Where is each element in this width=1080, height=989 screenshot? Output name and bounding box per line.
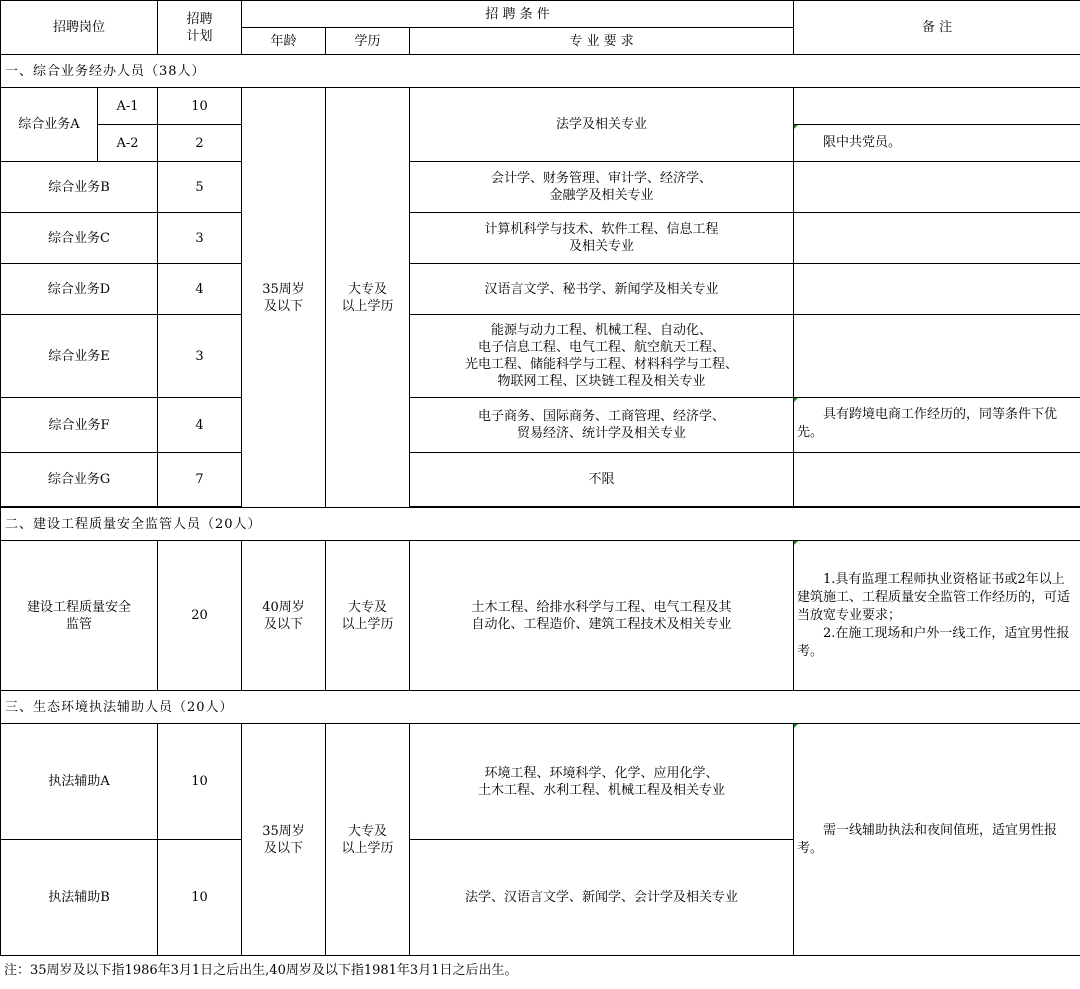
education-line: 大专及 — [348, 599, 388, 615]
remark — [794, 162, 1080, 213]
position-name: 综合业务G — [1, 453, 158, 507]
section-title: 三、生态环境执法辅助人员（20人） — [1, 691, 1080, 724]
education-line: 以上学历 — [341, 616, 394, 632]
plan-count: 10 — [158, 840, 242, 956]
remark — [794, 213, 1080, 264]
remark — [794, 264, 1080, 315]
header-position: 招聘岗位 — [1, 1, 158, 55]
major-line: 自动化、工程造价、建筑工程技术及相关专业 — [471, 616, 732, 632]
header-plan — [158, 1, 242, 55]
major-requirement: 汉语言文学、秘书学、新闻学及相关专业 — [410, 264, 794, 315]
education-line: 以上学历 — [341, 298, 394, 314]
header-plan-line2: 计划 — [186, 28, 213, 44]
plan-count: 5 — [158, 162, 242, 213]
remark — [794, 315, 1080, 398]
section-title: 一、综合业务经办人员（38人） — [1, 55, 1080, 88]
major-line: 物联网工程、区块链工程及相关专业 — [497, 374, 706, 389]
age-line: 35周岁 — [262, 823, 305, 839]
major-line: 环境工程、环境科学、化学、应用化学、 — [484, 765, 719, 781]
header-age: 年龄 — [242, 28, 326, 55]
header-remarks: 备 注 — [794, 1, 1080, 55]
header-plan-line1: 招聘 — [186, 11, 213, 27]
footnote: 注：35周岁及以下指1986年3月1日之后出生,40周岁及以下指1981年3月1日之后出生。 — [4, 963, 518, 978]
position-name: 综合业务D — [1, 264, 158, 315]
major-requirement — [410, 398, 794, 453]
position-name: 综合业务C — [1, 213, 158, 264]
remark: 限中共党员。 — [794, 125, 1080, 162]
remark-line: 2.在施工现场和户外一线工作，适宜男性报考。 — [797, 625, 1070, 659]
age-line: 及以下 — [264, 616, 304, 632]
education-line: 大专及 — [348, 281, 388, 297]
age-line: 及以下 — [264, 840, 304, 856]
position-name: 执法辅助B — [1, 840, 158, 956]
major-line: 会计学、财务管理、审计学、经济学、 — [491, 171, 713, 186]
age-requirement — [242, 724, 326, 956]
education-requirement — [326, 724, 410, 956]
plan-count: 2 — [158, 125, 242, 162]
plan-count: 4 — [158, 264, 242, 315]
major-line: 电子商务、国际商务、工商管理、经济学、 — [478, 409, 726, 424]
major-line: 光电工程、储能科学与工程、材料科学与工程、 — [465, 357, 739, 372]
section-title: 二、建设工程质量安全监管人员（20人） — [1, 508, 1080, 541]
remark — [794, 453, 1080, 507]
major-line: 金融学及相关专业 — [549, 188, 654, 203]
remark — [794, 541, 1080, 691]
remark: 具有跨境电商工作经历的，同等条件下优先。 — [794, 398, 1080, 453]
education-requirement — [326, 88, 410, 508]
plan-count: 3 — [158, 213, 242, 264]
major-requirement: 法学及相关专业 — [410, 88, 794, 162]
major-requirement — [410, 541, 794, 691]
plan-count: 3 — [158, 315, 242, 398]
remark — [794, 88, 1080, 125]
position-name: 综合业务F — [1, 398, 158, 453]
position-line: 建设工程质量安全 — [27, 599, 132, 615]
major-requirement — [410, 162, 794, 213]
position-sub: A-2 — [98, 125, 158, 162]
age-line: 40周岁 — [262, 599, 305, 615]
header-education: 学历 — [326, 28, 410, 55]
remark-line: 1.具有监理工程师执业资格证书或2年以上建筑施工、工程质量安全监管工作经历的，可适当放宽专业要求； — [797, 571, 1071, 623]
plan-count: 10 — [158, 724, 242, 840]
plan-count: 10 — [158, 88, 242, 125]
major-line: 土木工程、水利工程、机械工程及相关专业 — [478, 782, 726, 798]
position-name — [1, 541, 158, 691]
education-line: 以上学历 — [341, 840, 394, 856]
major-line: 计算机科学与技术、软件工程、信息工程 — [484, 222, 719, 237]
major-line: 能源与动力工程、机械工程、自动化、 — [491, 323, 713, 338]
header-major: 专 业 要 求 — [410, 28, 794, 55]
position-line: 监管 — [66, 616, 93, 632]
major-requirement: 法学、汉语言文学、新闻学、会计学及相关专业 — [410, 840, 794, 956]
position-sub: A-1 — [98, 88, 158, 125]
remark: 需一线辅助执法和夜间值班，适宜男性报考。 — [794, 724, 1080, 956]
position-name: 执法辅助A — [1, 724, 158, 840]
plan-count: 7 — [158, 453, 242, 507]
age-requirement — [242, 541, 326, 691]
major-requirement: 不限 — [410, 453, 794, 507]
position-name: 综合业务B — [1, 162, 158, 213]
plan-count: 20 — [158, 541, 242, 691]
position-name: 综合业务E — [1, 315, 158, 398]
major-line: 及相关专业 — [569, 239, 635, 254]
major-requirement — [410, 724, 794, 840]
major-line: 贸易经济、统计学及相关专业 — [517, 426, 687, 441]
header-conditions: 招 聘 条 件 — [242, 1, 794, 28]
major-line: 电子信息工程、电气工程、航空航天工程、 — [478, 340, 726, 355]
major-requirement — [410, 315, 794, 398]
age-requirement — [242, 88, 326, 508]
major-line: 土木工程、给排水科学与工程、电气工程及其 — [471, 599, 732, 615]
plan-count: 4 — [158, 398, 242, 453]
age-line: 及以下 — [264, 298, 304, 314]
age-line: 35周岁 — [262, 281, 305, 297]
major-requirement — [410, 213, 794, 264]
education-line: 大专及 — [348, 823, 388, 839]
position-name: 综合业务A — [1, 88, 98, 162]
education-requirement — [326, 541, 410, 691]
